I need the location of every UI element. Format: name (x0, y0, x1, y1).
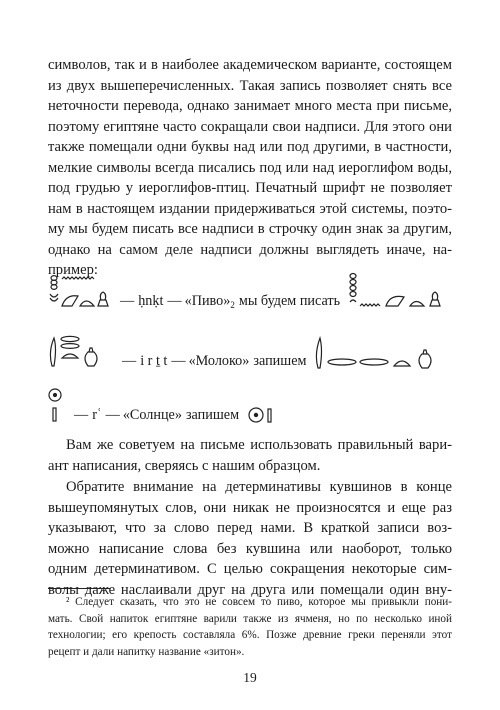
dash: — (171, 353, 186, 369)
text-line: ант написания, сверяясь с нашим образцом. (48, 457, 321, 474)
hieroglyph-linear-beer-icon (348, 270, 448, 310)
footnote-line: ² Следует сказать, что это не совсем то пиво, которое мы привыкли пони- (66, 596, 452, 608)
text-line: Вам же советуем на письме использовать правильный вари- (66, 437, 452, 453)
dash: — (105, 407, 120, 423)
translation-word: «Пиво» (184, 293, 231, 309)
text-line: из двух вышеперечисленных. Такая запись позволяет снять все (48, 77, 452, 94)
text-line: нам в настоящем издании придерживаться этой системы, поэто- (48, 200, 452, 217)
footnote (48, 594, 452, 660)
translation-word: «Солнце» (122, 407, 182, 423)
paragraph-determinatives (48, 477, 452, 600)
transliteration: rʿ (92, 407, 102, 423)
dash: — (167, 293, 182, 309)
footnote-line: мать. Свой напиток египтяне варили также из ячменя, но по несколько иной (48, 612, 452, 625)
footnote-line: технологии; его крепость составляла 6%. Позже древние греки переняли этот (48, 629, 452, 641)
transliteration: i r ṯ t (140, 353, 168, 369)
page-number: 19 (243, 670, 257, 685)
inline-note: запишем (185, 407, 240, 423)
text-line: поэтому египтяне часто сокращали свои надписи. Для этого они (48, 118, 452, 135)
footnote-line: рецепт и дали напитку название «зитон». (48, 645, 245, 658)
text-line: под грудью у иероглифов-птиц. Печатный шрифт не позволяет (48, 180, 452, 196)
hieroglyph-linear-sun-icon (247, 406, 277, 424)
text-line: му мы будем писать все надписи в строчку один знак за другим, (48, 221, 452, 237)
text-line: Обратите внимание на детерминативы кувшинов в конце (66, 479, 452, 495)
text-line: вышеупомянутых слов, они никак не произносятся и еще раз (48, 499, 452, 516)
paragraph-intro (48, 55, 452, 281)
text-line: также помещали одни буквы над или под другими, в частности, (48, 139, 452, 155)
text-line: неточности перевода, однако занимает много места при письме, (48, 98, 452, 114)
text-line: символов, так и в наиболее академическом варианте, состоящем (48, 57, 452, 73)
text-line: волы даже наслаивали друг на друга или помещали один вну- (48, 581, 452, 598)
example-sun (48, 388, 277, 424)
dash: — (120, 293, 135, 309)
dash: — (122, 353, 137, 369)
hieroglyph-stack-beer-icon (48, 274, 114, 310)
paragraph-advice (48, 435, 452, 476)
hieroglyph-stack-milk-icon (48, 334, 114, 370)
text-line: одним детерминативом. С целью сокращения некоторые сим- (48, 561, 452, 577)
footnote-marker: 2 (230, 300, 235, 310)
transliteration: ḥnḳt (138, 293, 164, 309)
text-line: мелкие символы всегда писались под или над иероглифом воды, (48, 159, 452, 176)
inline-note: запишем (253, 353, 307, 369)
dash: — (74, 407, 89, 423)
text-line: пример: (48, 262, 98, 278)
example-beer (48, 270, 448, 310)
translation-word: «Молоко» (188, 353, 250, 369)
text-line: однако на самом деле надписи должны выглядеть иначе, на- (48, 241, 452, 258)
text-line: указывают, что за слово перед нами. В краткой записи воз- (48, 520, 452, 536)
text-line: можно написание слова без кувшина или наоборот, только (48, 540, 452, 557)
hieroglyph-stack-sun-icon (48, 388, 62, 424)
hieroglyph-linear-milk-icon (314, 334, 444, 370)
example-milk (48, 334, 444, 370)
inline-note: мы будем писать (238, 293, 341, 309)
footnote-divider (48, 588, 110, 589)
